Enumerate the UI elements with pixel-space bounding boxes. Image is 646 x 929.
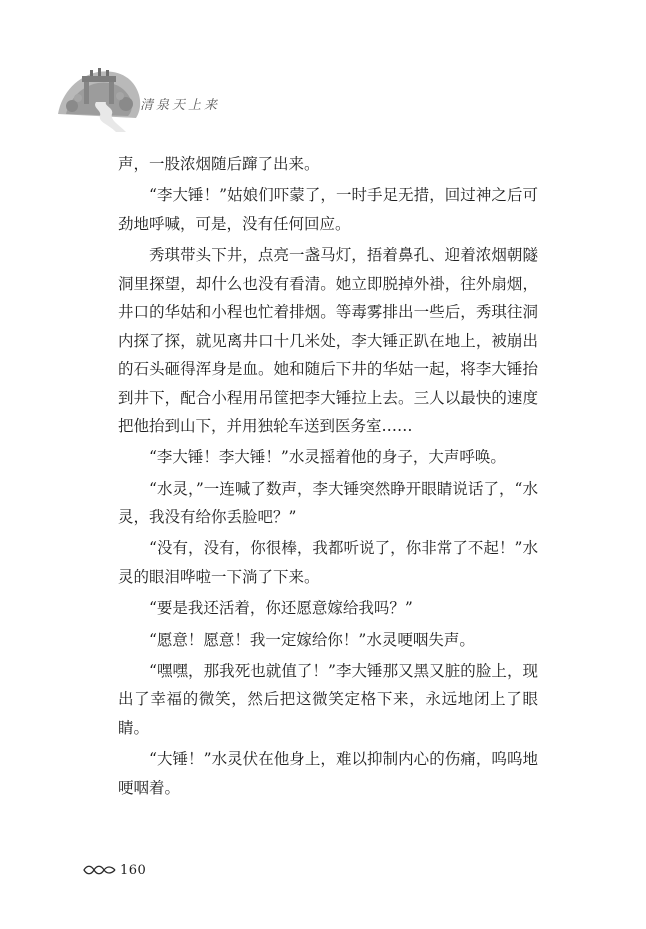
paragraph: “要是我还活着，你还愿意嫁给我吗？” bbox=[149, 599, 413, 618]
paragraph: 秀琪带头下井，点亮一盏马灯，捂着鼻孔、迎着浓烟朝隧洞里探望，却什么也没有看清。她立即脱掉外褂，往外扇烟，井口的华姑和小程也忙着排烟。等毒雾排出一些后，秀琪往洞内探了探，就见离井口十几米处，李大锤正趴在地上，被崩出的石头砸得浑身是血。她和随后下井的华姑一起，将李大锤抬到井下，配合小程用吊筐把李大锤拉上去。三人以最快的速度把他抬到山下，并用独轮车送到医务室…… bbox=[118, 246, 538, 436]
leaf-ornament-icon bbox=[82, 862, 116, 878]
paragraph-continued: 声，一股浓烟随后蹿了出来。 bbox=[118, 155, 320, 173]
paragraph: “大锤！”水灵伏在他身上，难以抑制内心的伤痛，呜呜地哽咽着。 bbox=[118, 750, 538, 797]
paragraph: “水灵，”一连喊了数声，李大锤突然睁开眼睛说话了，“水灵，我没有给你丢脸吧？” bbox=[118, 479, 538, 527]
paragraph: “李大锤！”姑娘们吓蒙了，一时手足无措，回过神之后可劲地呼喊，可是，没有任何回应。 bbox=[118, 186, 538, 233]
paragraph: “嘿嘿，那我死也就值了！”李大锤那又黑又脏的脸上，现出了幸福的微笑，然后把这微笑定格下来，永远地闭上了眼睛。 bbox=[118, 661, 538, 737]
page-number: 160 bbox=[120, 862, 147, 878]
paragraph: “愿意！愿意！我一定嫁给你！”水灵哽咽失声。 bbox=[149, 630, 475, 649]
page-header bbox=[56, 52, 276, 132]
page-footer bbox=[82, 860, 146, 880]
running-title: 清泉天上来 bbox=[140, 98, 221, 113]
paragraph: “没有，没有，你很棒，我都听说了，你非常了不起！”水灵的眼泪哗啦一下淌了下来。 bbox=[118, 539, 538, 586]
body-text bbox=[118, 150, 538, 805]
mountain-gate-illustration-icon bbox=[56, 52, 146, 132]
paragraph: “李大锤！李大锤！”水灵摇着他的身子，大声呼唤。 bbox=[149, 448, 506, 467]
